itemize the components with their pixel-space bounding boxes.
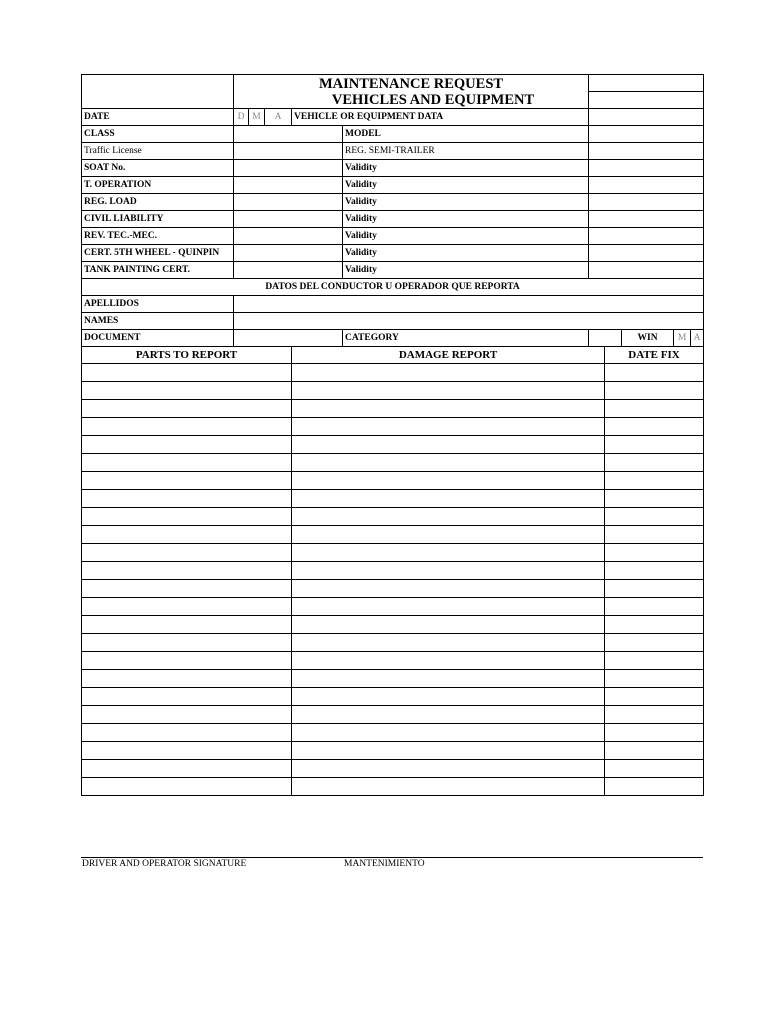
date-fix-cell[interactable] [605,544,704,562]
damage-cell[interactable] [292,526,605,544]
date-fix-cell[interactable] [605,508,704,526]
win-month-field[interactable]: M [674,330,691,347]
vehicle-field-value[interactable] [234,126,343,143]
parts-cell[interactable] [82,454,292,472]
date-fix-cell[interactable] [605,778,704,796]
vehicle-field-label: Validity [343,262,589,279]
header-code-cell[interactable] [589,75,704,92]
report-row [82,760,704,778]
date-label: DATE [82,109,234,126]
vehicle-field-value[interactable] [234,245,343,262]
vehicle-field-label: T. OPERATION [82,177,234,194]
report-row [82,400,704,418]
damage-cell[interactable] [292,634,605,652]
damage-cell[interactable] [292,400,605,418]
title-line-2: VEHICLES AND EQUIPMENT [331,91,535,108]
date-fix-cell[interactable] [605,454,704,472]
vehicle-row [82,194,704,211]
date-fix-cell[interactable] [605,472,704,490]
damage-cell[interactable] [292,670,605,688]
vehicle-field-label: CERT. 5TH WHEEL - QUINPIN [82,245,234,262]
vehicle-field-value[interactable] [234,194,343,211]
damage-cell[interactable] [292,382,605,400]
vehicle-data-title: VEHICLE OR EQUIPMENT DATA [292,109,589,126]
maintenance-signature-label: MANTENIMIENTO [344,859,425,869]
parts-cell[interactable] [82,562,292,580]
damage-report-table [81,346,704,796]
vehicle-field-label: REG. LOAD [82,194,234,211]
vehicle-data-table [81,74,704,347]
document-field[interactable] [234,330,343,347]
damage-cell[interactable] [292,472,605,490]
date-fix-cell[interactable] [605,490,704,508]
report-row [82,364,704,382]
parts-cell[interactable] [82,472,292,490]
report-row [82,652,704,670]
parts-cell[interactable] [82,400,292,418]
date-fix-cell[interactable] [605,670,704,688]
report-row [82,634,704,652]
date-fix-cell[interactable] [605,616,704,634]
vehicle-field-label: Validity [343,211,589,228]
parts-cell[interactable] [82,436,292,454]
parts-cell[interactable] [82,652,292,670]
vehicle-field-value[interactable] [234,262,343,279]
damage-cell[interactable] [292,580,605,598]
damage-cell[interactable] [292,508,605,526]
parts-cell[interactable] [82,382,292,400]
damage-cell[interactable] [292,418,605,436]
report-row [82,544,704,562]
header-version-cell[interactable] [589,92,704,109]
date-fix-cell[interactable] [605,652,704,670]
win-label: WIN [622,330,674,347]
report-row [82,616,704,634]
damage-cell[interactable] [292,778,605,796]
vehicle-field-label: TANK PAINTING CERT. [82,262,234,279]
date-fix-cell[interactable] [605,760,704,778]
date-fix-cell[interactable] [605,688,704,706]
damage-cell[interactable] [292,598,605,616]
vehicle-field-label: REG. SEMI-TRAILER [343,143,589,160]
date-fix-header: DATE FIX [605,347,704,364]
vehicle-field-value[interactable] [589,245,704,262]
damage-cell[interactable] [292,364,605,382]
date-fix-cell[interactable] [605,400,704,418]
parts-cell[interactable] [82,580,292,598]
parts-cell[interactable] [82,418,292,436]
parts-to-report-header: PARTS TO REPORT [82,347,292,364]
damage-cell[interactable] [292,544,605,562]
parts-cell[interactable] [82,760,292,778]
vehicle-field-value[interactable] [589,177,704,194]
vehicle-field-value[interactable] [589,126,704,143]
damage-cell[interactable] [292,490,605,508]
vehicle-row [82,160,704,177]
parts-cell[interactable] [82,616,292,634]
report-row [82,436,704,454]
damage-cell[interactable] [292,760,605,778]
report-row [82,706,704,724]
date-day-field[interactable]: D [234,109,249,126]
logo-area [82,75,234,109]
vehicle-row [82,126,704,143]
document-label: DOCUMENT [82,330,234,347]
parts-cell[interactable] [82,526,292,544]
date-fix-cell[interactable] [605,364,704,382]
report-row [82,508,704,526]
vehicle-field-label: Validity [343,194,589,211]
vehicle-field-value[interactable] [589,262,704,279]
vehicle-row [82,245,704,262]
signature-line [81,857,703,869]
parts-cell[interactable] [82,364,292,382]
report-row [82,742,704,760]
date-fix-cell[interactable] [605,382,704,400]
report-row [82,670,704,688]
damage-cell[interactable] [292,616,605,634]
parts-cell[interactable] [82,508,292,526]
date-fix-cell[interactable] [605,580,704,598]
vehicle-row [82,262,704,279]
parts-cell[interactable] [82,490,292,508]
vehicle-field-value[interactable] [234,228,343,245]
report-row [82,526,704,544]
form-title [234,75,589,109]
win-year-field[interactable]: A [691,330,704,347]
date-year-field[interactable]: A [265,109,292,126]
damage-cell[interactable] [292,724,605,742]
vehicle-field-value[interactable] [234,143,343,160]
vehicle-row [82,143,704,160]
report-row [82,382,704,400]
report-row [82,778,704,796]
report-row [82,724,704,742]
category-field[interactable] [589,330,622,347]
vehicle-data-extra[interactable] [589,109,704,126]
report-row [82,490,704,508]
vehicle-field-value[interactable] [234,160,343,177]
category-label: CATEGORY [343,330,589,347]
date-fix-cell[interactable] [605,706,704,724]
damage-report-header: DAMAGE REPORT [292,347,605,364]
damage-cell[interactable] [292,562,605,580]
vehicle-field-value[interactable] [234,177,343,194]
parts-cell[interactable] [82,742,292,760]
damage-cell[interactable] [292,436,605,454]
vehicle-field-label: SOAT No. [82,160,234,177]
report-row [82,454,704,472]
damage-cell[interactable] [292,706,605,724]
vehicle-field-value[interactable] [589,228,704,245]
vehicle-row [82,211,704,228]
names-field[interactable] [234,313,704,330]
report-row [82,598,704,616]
vehicle-field-label: REV. TEC.-MEC. [82,228,234,245]
surname-label: APELLIDOS [82,296,234,313]
parts-cell[interactable] [82,778,292,796]
report-row [82,472,704,490]
vehicle-field-value[interactable] [589,194,704,211]
damage-cell[interactable] [292,742,605,760]
date-fix-cell[interactable] [605,436,704,454]
date-month-field[interactable]: M [249,109,265,126]
driver-section-title: DATOS DEL CONDUCTOR U OPERADOR QUE REPORTA [82,279,704,296]
vehicle-field-label: CLASS [82,126,234,143]
parts-cell[interactable] [82,706,292,724]
date-fix-cell[interactable] [605,418,704,436]
vehicle-field-value[interactable] [589,143,704,160]
parts-cell[interactable] [82,598,292,616]
date-fix-cell[interactable] [605,598,704,616]
parts-cell[interactable] [82,544,292,562]
vehicle-field-value[interactable] [589,160,704,177]
maintenance-request-form [81,74,703,796]
vehicle-field-label: Validity [343,245,589,262]
report-row [82,562,704,580]
vehicle-field-label: Validity [343,160,589,177]
vehicle-field-label: Validity [343,177,589,194]
names-label: NAMES [82,313,234,330]
vehicle-field-value[interactable] [589,211,704,228]
date-fix-cell[interactable] [605,634,704,652]
parts-cell[interactable] [82,634,292,652]
vehicle-field-value[interactable] [234,211,343,228]
vehicle-field-label: Traffic License [82,143,234,160]
damage-cell[interactable] [292,652,605,670]
report-row [82,688,704,706]
date-fix-cell[interactable] [605,562,704,580]
parts-cell[interactable] [82,670,292,688]
date-fix-cell[interactable] [605,526,704,544]
damage-cell[interactable] [292,454,605,472]
damage-cell[interactable] [292,688,605,706]
surname-field[interactable] [234,296,704,313]
title-line-1: MAINTENANCE REQUEST [318,75,504,92]
vehicle-field-label: CIVIL LIABILITY [82,211,234,228]
driver-signature-label: DRIVER AND OPERATOR SIGNATURE [82,859,247,869]
vehicle-row [82,177,704,194]
parts-cell[interactable] [82,724,292,742]
report-row [82,418,704,436]
date-fix-cell[interactable] [605,742,704,760]
vehicle-row [82,228,704,245]
report-row [82,580,704,598]
vehicle-field-label: Validity [343,228,589,245]
date-fix-cell[interactable] [605,724,704,742]
vehicle-field-label: MODEL [343,126,589,143]
parts-cell[interactable] [82,688,292,706]
